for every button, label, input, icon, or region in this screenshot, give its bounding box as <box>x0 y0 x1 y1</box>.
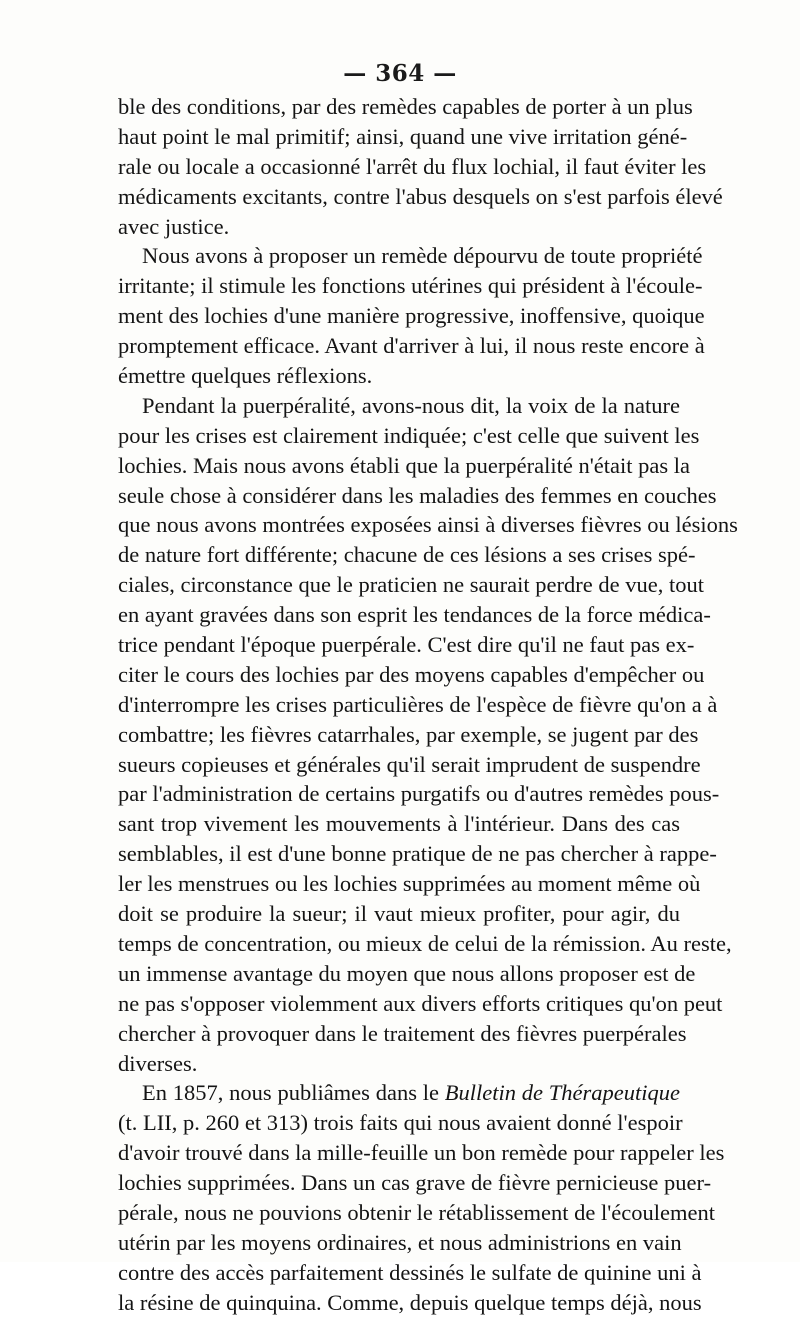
text-line: haut point le mal primitif; ainsi, quand une vive irritation géné- <box>118 123 688 149</box>
text-line: temps de concentration, ou mieux de celui de la rémission. Au reste, <box>118 930 732 956</box>
text-line: ler les menstrues ou les lochies supprimées au moment même où <box>118 871 701 897</box>
text-line: par l'administration de certains purgatifs ou d'autres remèdes pous- <box>118 781 720 807</box>
text-line: ble des conditions, par des remèdes capables de porter à un plus <box>118 94 693 119</box>
text-line: émettre quelques réflexions. <box>118 363 373 389</box>
text-line: lochies supprimées. Dans un cas grave de fièvre pernicieuse puer- <box>118 1170 712 1196</box>
text-line: trice pendant l'époque puerpérale. C'est dire qu'il ne faut pas ex- <box>118 632 695 658</box>
text-line: en ayant gravées dans son esprit les tendances de la force médica- <box>118 602 711 628</box>
text-line: un immense avantage du moyen que nous allons proposer est de <box>118 960 696 986</box>
text-line: (t. LII, p. 260 et 313) trois faits qui nous avaient donné l'espoir <box>118 1110 683 1136</box>
text-line: médicaments excitants, contre l'abus desquels on s'est parfois élevé <box>118 183 723 209</box>
text-line: lochies. Mais nous avons établi que la puerpéralité n'était pas la <box>118 452 691 478</box>
text-line: utérin par les moyens ordinaires, et nous administrions en vain <box>118 1229 682 1255</box>
text-line: citer le cours des lochies par des moyens capables d'empêcher ou <box>118 661 705 687</box>
text-line: ment des lochies d'une manière progressive, inoffensive, quoique <box>118 303 705 329</box>
text-line: que nous avons montrées exposées ainsi à diverses fièvres ou lésions <box>118 512 738 538</box>
text-line: doit se produire la sueur; il vaut mieux profiter, pour agir, du <box>118 901 680 927</box>
text-line: pour les crises est clairement indiquée; c'est celle que suivent les <box>118 422 700 448</box>
text-line: irritante; il stimule les fonctions utérines qui président à l'écoule- <box>118 273 703 299</box>
text-line: promptement efficace. Avant d'arriver à lui, il nous reste encore à <box>118 333 705 359</box>
text-line: Nous avons à proposer un remède dépourvu de toute propriété <box>142 243 703 269</box>
text-line: seule chose à considérer dans les maladies des femmes en couches <box>118 482 717 508</box>
text-line: d'interrompre les crises particulières de l'espèce de fièvre qu'on a à <box>118 691 718 717</box>
text-line: avec justice. <box>118 213 230 239</box>
text-line: pérale, nous ne pouvions obtenir le rétablissement de l'écoulement <box>118 1199 715 1225</box>
text-line <box>118 1078 680 1108</box>
body-text <box>118 92 738 1318</box>
text-run: En 1857, nous publiâmes dans le <box>142 1080 445 1106</box>
text-line: Pendant la puerpéralité, avons-nous dit, la voix de la nature <box>142 392 680 418</box>
text-line: rale ou locale a occasionné l'arrêt du flux lochial, il faut éviter les <box>118 153 707 179</box>
text-line: de nature fort différente; chacune de ces lésions a ses crises spé- <box>118 542 696 568</box>
text-line: ciales, circonstance que le praticien ne saurait perdre de vue, tout <box>118 572 704 598</box>
text-line: semblables, il est d'une bonne pratique de ne pas chercher à rappe- <box>118 841 717 867</box>
text-line: d'avoir trouvé dans la mille-feuille un bon remède pour rappeler les <box>118 1140 725 1166</box>
text-line: la résine de quinquina. Comme, depuis quelque temps déjà, nous <box>118 1289 702 1315</box>
text-line: diverses. <box>118 1050 198 1076</box>
text-line: contre des accès parfaitement dessinés le sulfate de quinine uni à <box>118 1259 702 1285</box>
text-line: sant trop vivement les mouvements à l'intérieur. Dans des cas <box>118 811 680 837</box>
text-line: chercher à provoquer dans le traitement des fièvres puerpérales <box>118 1020 687 1046</box>
italic-title: Bulletin de Thérapeutique <box>444 1080 680 1106</box>
page-number: — 364 — <box>343 60 457 87</box>
text-line: sueurs copieuses et générales qu'il serait imprudent de suspendre <box>118 751 701 777</box>
text-line: combattre; les fièvres catarrhales, par exemple, se jugent par des <box>118 721 699 747</box>
text-line: ne pas s'opposer violemment aux divers efforts critiques qu'on peut <box>118 990 723 1016</box>
